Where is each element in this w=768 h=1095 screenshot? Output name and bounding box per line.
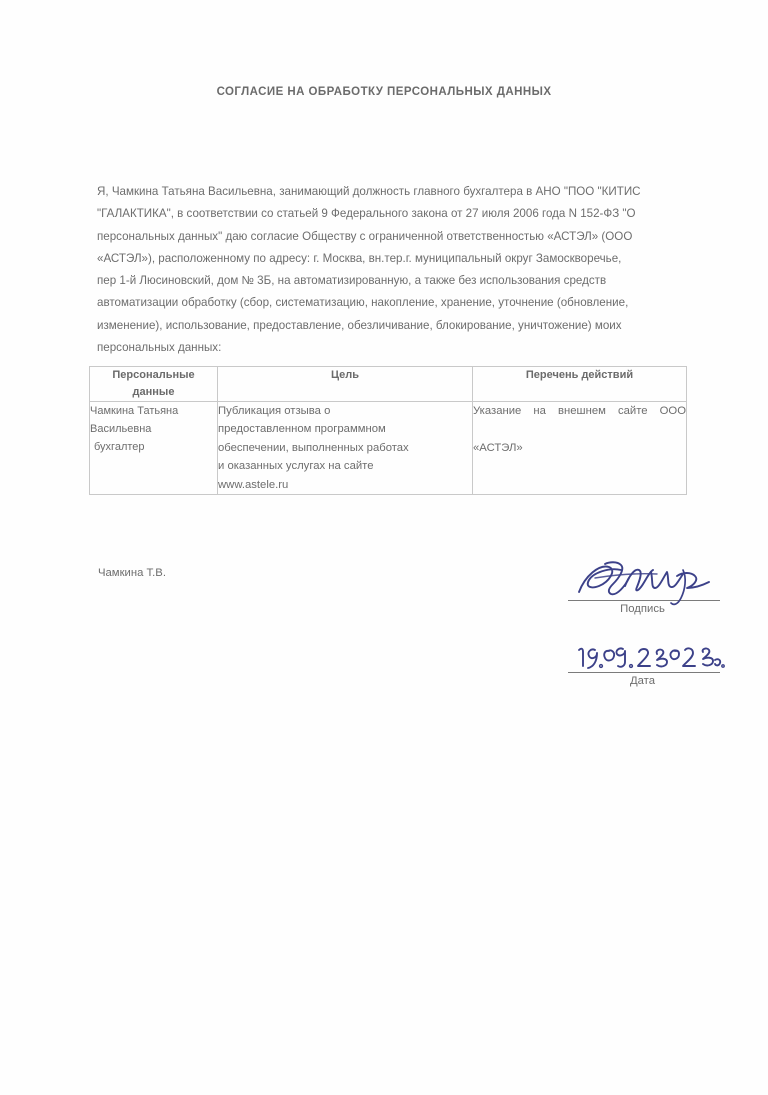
- body-line: изменение), использование, предоставление, обезличивание, блокирование, уничтожение) моих: [97, 318, 622, 332]
- date-group: [565, 642, 725, 687]
- body-line: пер 1-й Люсиновский, дом № 3Б, на автоматизированную, а также без использования средств: [97, 274, 607, 288]
- purpose-line: обеспечении, выполненных работах: [218, 441, 409, 454]
- signature-caption: Подпись: [620, 603, 665, 615]
- page-title: СОГЛАСИЕ НА ОБРАБОТКУ ПЕРСОНАЛЬНЫХ ДАННЫХ: [216, 86, 552, 98]
- actions-line: Указание на внешнем сайте ООО: [473, 405, 686, 417]
- body-line: «АСТЭЛ»), расположенному по адресу: г. Москва, вн.тер.г. муниципальный округ Замоскворечье,: [97, 251, 622, 265]
- handwritten-signature-icon: [565, 556, 725, 606]
- body-line: Я, Чамкина Татьяна Васильевна, занимающий должность главного бухгалтера в АНО "ПОО "КИТИС: [97, 185, 641, 198]
- personal-data-line: Чамкина Татьяна: [90, 405, 179, 417]
- purpose-website: www.astele.ru: [218, 478, 289, 491]
- cell-personal-data: [90, 402, 218, 495]
- personal-data-line: Васильевна: [90, 423, 152, 435]
- signer-name: Чамкина Т.В.: [98, 567, 166, 579]
- table-row: [90, 402, 687, 495]
- purpose-line: Публикация отзыва о: [218, 405, 331, 417]
- purpose-line: и оказанных услугах на сайте: [218, 460, 374, 473]
- consent-table: [89, 366, 687, 495]
- table-header-purpose: Цель: [218, 367, 473, 402]
- actions-line: «АСТЭЛ»: [473, 441, 523, 454]
- body-line: персональных данных" даю согласие Обществу с ограниченной ответственностью «АСТЭЛ» (ООО: [97, 229, 633, 243]
- body-line: персональных данных:: [97, 341, 222, 355]
- cell-actions: [473, 402, 687, 495]
- signature-ink-row: [565, 556, 725, 600]
- table-header-actions: Перечень действий: [473, 367, 687, 402]
- signature-group: [565, 556, 725, 615]
- handwritten-date-icon: [565, 642, 725, 676]
- cell-purpose: [218, 402, 473, 495]
- table-header-personal-data: Персональные данные: [90, 367, 218, 402]
- purpose-line: предоставленном программном: [218, 423, 386, 436]
- date-ink-row: [565, 642, 725, 672]
- table-header-row: [90, 367, 687, 402]
- body-line: автоматизации обработку (сбор, систематизацию, накопление, хранение, уточнение (обновление,: [97, 296, 629, 310]
- personal-data-line: бухгалтер: [94, 441, 145, 453]
- consent-body-paragraph: [97, 181, 674, 359]
- date-caption: Дата: [629, 675, 655, 687]
- body-line: "ГАЛАКТИКА", в соответствии со статьей 9 Федерального закона от 27 июля 2006 года N 152-ФЗ "О: [97, 207, 636, 221]
